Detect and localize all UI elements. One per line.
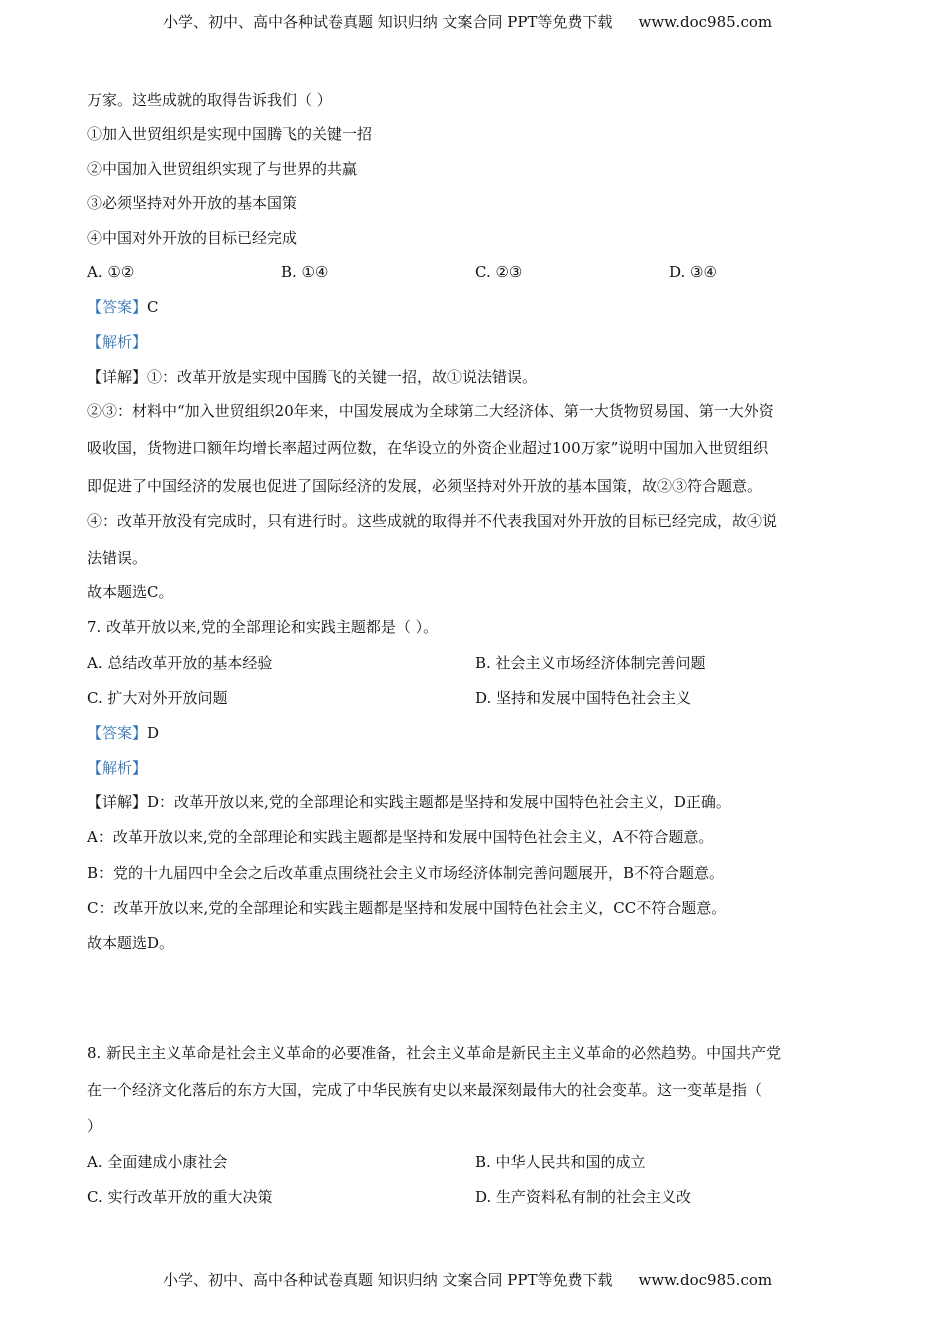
q6-option-c: C. ②③ [475, 263, 523, 281]
q7-detail: B：党的十九届四中全会之后改革重点围绕社会主义市场经济体制完善问题展开，B不符合题意。 [87, 864, 725, 882]
q7-answer [87, 723, 159, 743]
analysis-label: 【解析】 [87, 333, 148, 351]
q6-detail: 即促进了中国经济的发展也促进了国际经济的发展，必须坚持对外开放的基本国策，故②③符合题意。 [87, 477, 763, 495]
q6-conclusion: 故本题选C。 [87, 583, 174, 601]
header-url[interactable]: www.doc985.com [638, 13, 773, 31]
q8-stem: 8. 新民主主义革命是社会主义革命的必要准备，社会主义革命是新民主主义革命的必然趋势。中国共产党 [87, 1044, 782, 1062]
q7-option-c: C. 扩大对外开放问题 [87, 689, 228, 707]
answer-value: D [147, 724, 160, 742]
q8-option-d: D. 生产资料私有制的社会主义改 [475, 1188, 692, 1206]
q7-option-b: B. 社会主义市场经济体制完善问题 [475, 654, 706, 672]
footer-text: 小学、初中、高中各种试卷真题 知识归纳 文案合同 PPT等免费下载 [163, 1271, 613, 1289]
q6-detail: 吸收国，货物进口额年均增长率超过两位数，在华设立的外资企业超过100万家”说明中国加入世贸组织 [87, 439, 769, 457]
q6-item: ②中国加入世贸组织实现了与世界的共赢 [87, 160, 358, 178]
q8-stem: ） [87, 1117, 103, 1135]
q8-option-a: A. 全面建成小康社会 [87, 1153, 228, 1171]
footer-url[interactable]: www.doc985.com [638, 1271, 773, 1289]
q7-stem: 7. 改革开放以来,党的全部理论和实践主题都是（ ）。 [87, 618, 439, 636]
q6-detail: ②③：材料中“加入世贸组织20年来，中国发展成为全球第二大经济体、第一大货物贸易国、第一大外资 [87, 402, 774, 420]
page-header [163, 12, 772, 32]
q8-stem: 在一个经济文化落后的东方大国，完成了中华民族有史以来最深刻最伟大的社会变革。这一变革是指（ [87, 1081, 763, 1099]
q7-detail: A：改革开放以来,党的全部理论和实践主题都是坚持和发展中国特色社会主义，A不符合题意。 [87, 828, 714, 846]
q7-detail: C：改革开放以来,党的全部理论和实践主题都是坚持和发展中国特色社会主义，CC不符合题意。 [87, 899, 727, 917]
q6-option-d: D. ③④ [669, 263, 717, 281]
q6-answer [87, 297, 159, 317]
q8-option-c: C. 实行改革开放的重大决策 [87, 1188, 273, 1206]
detail-text: ①：改革开放是实现中国腾飞的关键一招，故①说法错误。 [147, 368, 538, 386]
detail-text: D：改革开放以来,党的全部理论和实践主题都是坚持和发展中国特色社会主义，D正确。 [147, 793, 731, 811]
q6-detail [87, 367, 537, 387]
q6-item: ①加入世贸组织是实现中国腾飞的关键一招 [87, 125, 373, 143]
answer-label: 【答案】 [87, 298, 148, 316]
q8-option-b: B. 中华人民共和国的成立 [475, 1153, 646, 1171]
q7-conclusion: 故本题选D。 [87, 934, 175, 952]
q6-stem: 万家。这些成就的取得告诉我们（ ） [87, 91, 332, 109]
q6-detail: 法错误。 [87, 549, 148, 567]
q6-option-a: A. ①② [87, 263, 135, 281]
q6-item: ③必须坚持对外开放的基本国策 [87, 194, 298, 212]
answer-value: C [147, 298, 159, 316]
q6-detail: ④：改革开放没有完成时，只有进行时。这些成就的取得并不代表我国对外开放的目标已经完成，故④说 [87, 512, 778, 530]
q6-option-b: B. ①④ [281, 263, 329, 281]
q6-item: ④中国对外开放的目标已经完成 [87, 229, 298, 247]
q7-option-d: D. 坚持和发展中国特色社会主义 [475, 689, 692, 707]
header-text: 小学、初中、高中各种试卷真题 知识归纳 文案合同 PPT等免费下载 [163, 13, 613, 31]
q7-option-a: A. 总结改革开放的基本经验 [87, 654, 273, 672]
detail-label: 【详解】 [87, 793, 148, 811]
page-footer [163, 1270, 772, 1290]
answer-label: 【答案】 [87, 724, 148, 742]
detail-label: 【详解】 [87, 368, 148, 386]
q7-detail [87, 792, 731, 812]
analysis-label: 【解析】 [87, 759, 148, 777]
